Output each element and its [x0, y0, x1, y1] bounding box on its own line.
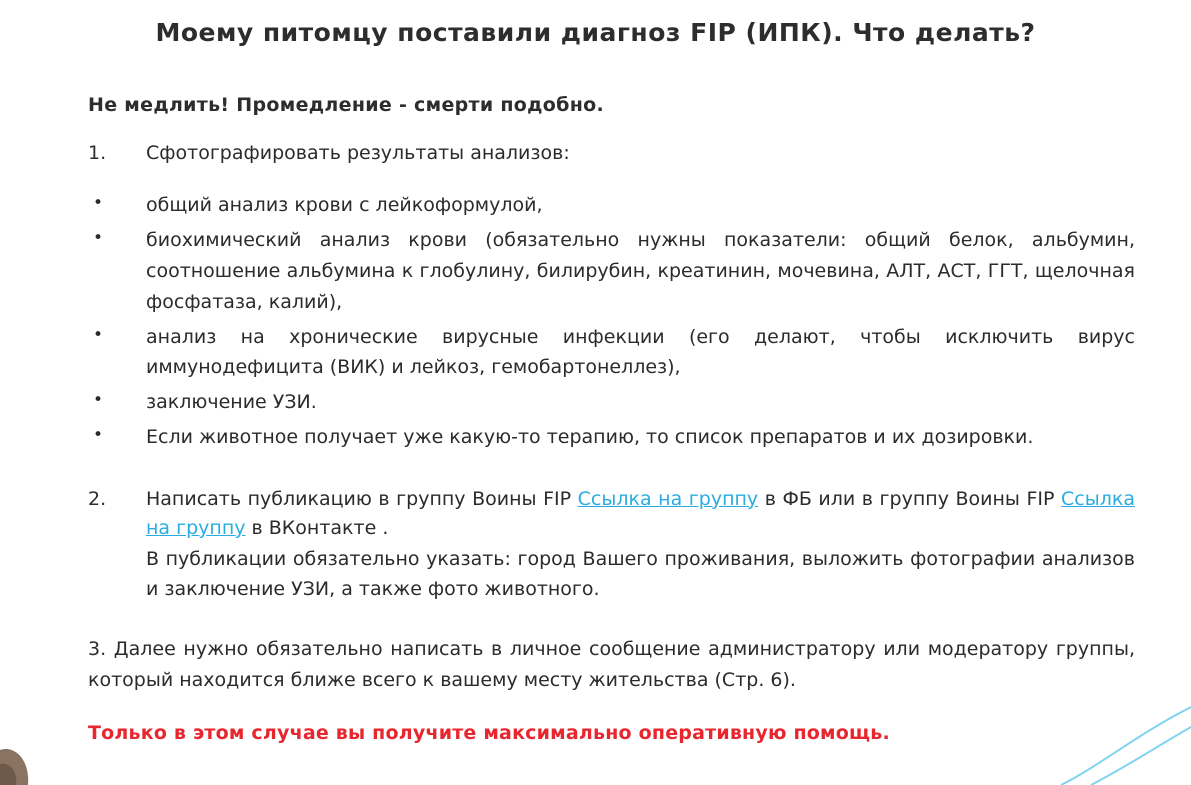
step-3-text: 3. Далее нужно обязательно написать в личное сообщение администратору или модератору группы, который находится ближе всего к вашему месту жительства (Стр. 6).: [88, 638, 1135, 691]
list-item-text: Если животное получает уже какую-то терапию, то список препаратов и их дозировки.: [146, 425, 1034, 448]
list-item-text: заключение УЗИ.: [146, 391, 317, 414]
page-title: Моему питомцу поставили диагноз FIP (ИПК). Что делать?: [155, 18, 1036, 47]
step-2-number: 2.: [88, 487, 107, 510]
step-2: [88, 485, 1135, 605]
step-2-text-after: в ВКонтакте .: [245, 517, 389, 539]
group-link-vk[interactable]: Ссылка на группу: [146, 487, 1135, 539]
step-1-text: Сфотографировать результаты анализов:: [146, 142, 570, 164]
bullet-icon: •: [93, 324, 104, 345]
bullet-icon: •: [93, 424, 104, 445]
step-2-text-between: в ФБ или в группу Воины FIP: [758, 487, 1062, 510]
list-item: [88, 387, 1135, 418]
decorative-corner-shape: [0, 740, 60, 785]
step-1-number: 1.: [88, 142, 107, 164]
step-2-sub-line: В публикации обязательно указать: город Вашего проживания, выложить фотографии анализов и заключение УЗИ, а также фото животного.: [146, 548, 1135, 600]
bullet-list: [88, 190, 1135, 452]
list-item: [88, 322, 1135, 384]
highlight-note: Только в этом случае вы получите максимально оперативную помощь.: [88, 722, 890, 745]
slide-content: [0, 94, 1191, 744]
list-item-text: общий анализ крови с лейкоформулой,: [146, 194, 543, 217]
step-2-body: [146, 485, 1135, 605]
list-item: [88, 422, 1135, 453]
bullet-icon: •: [93, 228, 104, 249]
step-2-text-before: Написать публикацию в группу Воины FIP: [146, 487, 578, 510]
lead-text: Не медлить! Промедление - смерти подобно.: [88, 94, 605, 116]
bullet-icon: •: [93, 193, 104, 214]
group-link-facebook[interactable]: Ссылка на группу: [577, 487, 759, 510]
step-1: [88, 139, 1135, 168]
list-item: [88, 190, 1135, 221]
bullet-icon: •: [93, 390, 104, 411]
list-item: [88, 225, 1135, 317]
list-item-text: анализ на хронические вирусные инфекции (его делают, чтобы исключить вирус иммунодефицита (ВИК) и лейкоз, гемобартонеллез),: [146, 325, 1135, 379]
list-item-text: биохимический анализ крови (обязательно нужны показатели: общий белок, альбумин, соотношение альбумина к глобулину, билирубин, креатинин, мочевина, АЛТ, АСТ, ГГТ, щелочная фосфатаза, калий),: [146, 229, 1135, 313]
